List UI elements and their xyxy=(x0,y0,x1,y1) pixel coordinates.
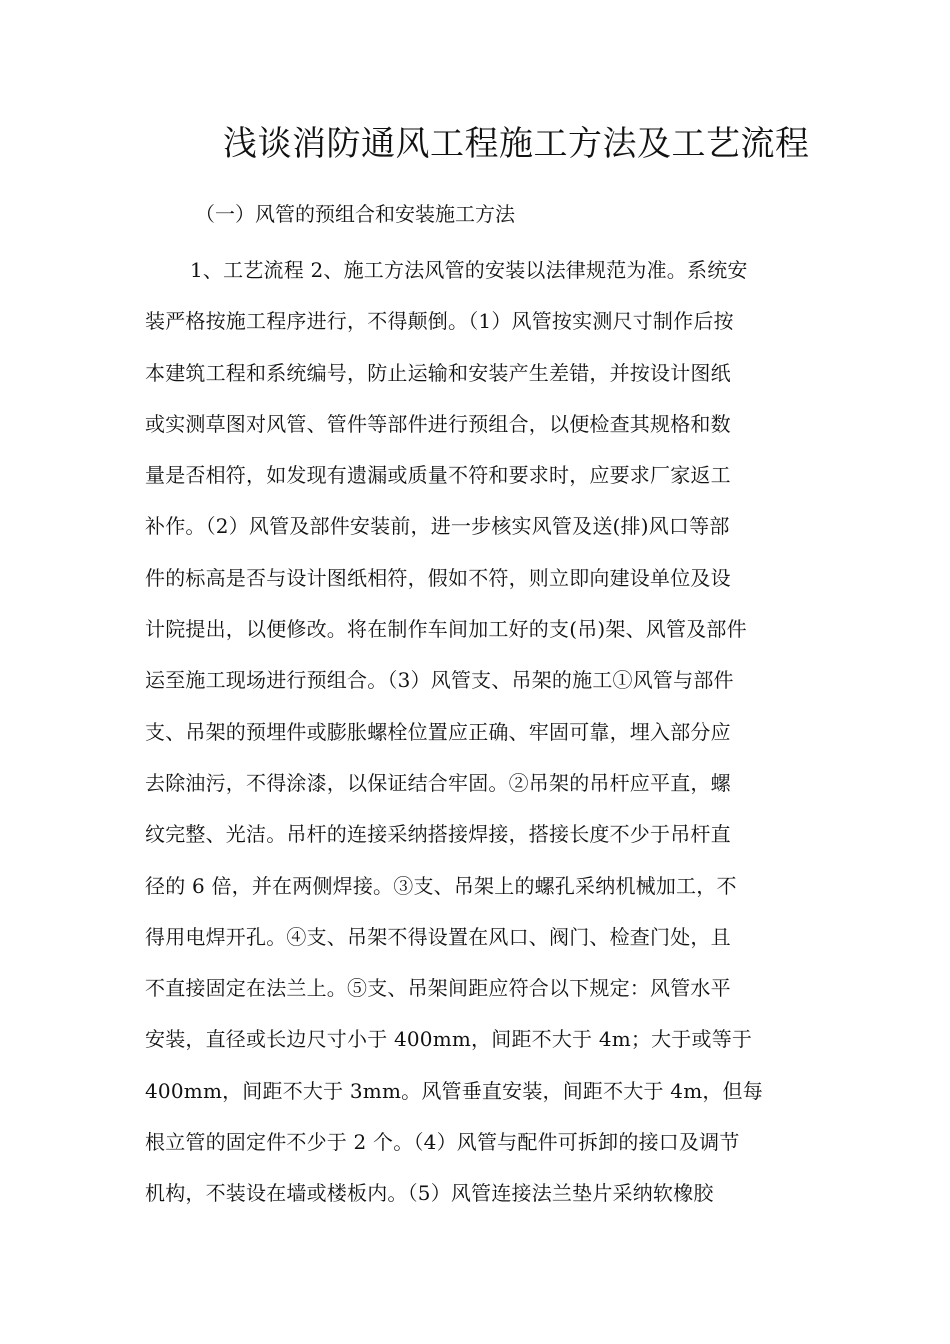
body-line: 径的 6 倍，并在两侧焊接。③支、吊架上的螺孔采纳机械加工，不 xyxy=(145,873,737,898)
body-line: 装严格按施工程序进行，不得颠倒。（1）风管按实测尺寸制作后按 xyxy=(145,309,734,334)
body-line: 去除油污，不得涂漆，以保证结合牢固。②吊架的吊杆应平直，螺 xyxy=(145,770,731,795)
body-line: 纹完整、光洁。吊杆的连接采纳搭接焊接，搭接长度不少于吊杆直 xyxy=(145,822,731,847)
body-line: 机构，不装设在墙或楼板内。（5）风管连接法兰垫片采纳软橡胶 xyxy=(145,1181,714,1206)
body-line: 补作。（2）风管及部件安装前，进一步核实风管及送(排)风口等部 xyxy=(145,514,730,539)
body-line: 本建筑工程和系统编号，防止运输和安装产生差错，并按设计图纸 xyxy=(145,360,731,385)
body-text xyxy=(145,250,815,1225)
section-heading: （一）风管的预组合和安装施工方法 xyxy=(195,202,515,226)
body-line: 运至施工现场进行预组合。（3）风管支、吊架的施工①风管与部件 xyxy=(145,668,734,693)
body-line: 支、吊架的预埋件或膨胀螺栓位置应正确、牢固可靠，埋入部分应 xyxy=(145,719,731,744)
body-line: 400mm，间距不大于 3mm。风管垂直安装，间距不大于 4m，但每 xyxy=(145,1078,763,1103)
body-line: 安装，直径或长边尺寸小于 400mm，间距不大于 4m；大于或等于 xyxy=(145,1027,753,1052)
body-line: 根立管的固定件不少于 2 个。（4）风管与配件可拆卸的接口及调节 xyxy=(145,1130,740,1155)
body-line: 计院提出，以便修改。将在制作车间加工好的支(吊)架、风管及部件 xyxy=(145,617,747,642)
body-line: 件的标高是否与设计图纸相符，假如不符，则立即向建设单位及设 xyxy=(145,565,731,590)
body-line: 不直接固定在法兰上。⑤支、吊架间距应符合以下规定：风管水平 xyxy=(145,976,731,1001)
body-line: 得用电焊开孔。④支、吊架不得设置在风口、阀门、检查门处，且 xyxy=(145,924,731,949)
body-line: 或实测草图对风管、管件等部件进行预组合，以便检查其规格和数 xyxy=(145,411,731,436)
document-title: 浅谈消防通风工程施工方法及工艺流程 xyxy=(223,124,810,164)
body-line: 量是否相符，如发现有遗漏或质量不符和要求时，应要求厂家返工 xyxy=(145,463,731,488)
body-line: 1、工艺流程 2、施工方法风管的安装以法律规范为准。系统安 xyxy=(190,258,748,282)
